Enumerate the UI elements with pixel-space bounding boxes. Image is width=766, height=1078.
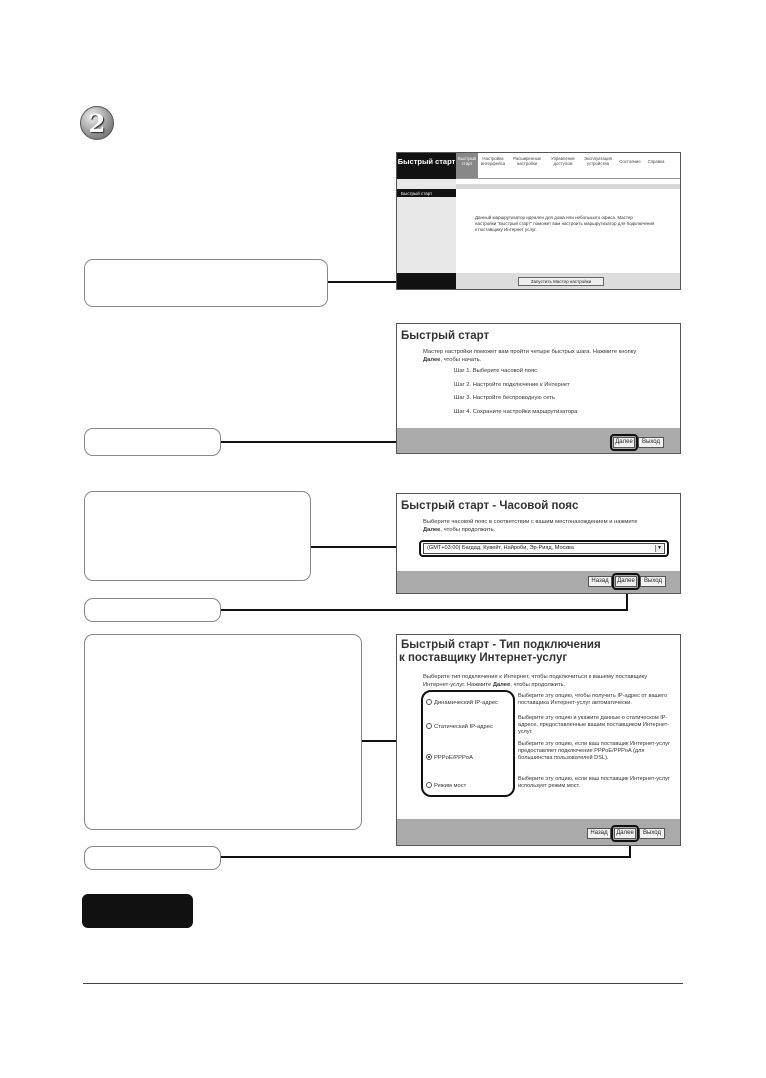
chevron-down-icon[interactable]: ▼	[655, 545, 663, 552]
router-home-screenshot	[396, 152, 681, 290]
tab-status[interactable]: Состояние	[619, 159, 641, 164]
connector-line	[221, 609, 628, 611]
next-button-highlight	[612, 573, 640, 590]
connection-type-screenshot	[396, 634, 681, 846]
note-badge	[82, 894, 193, 928]
radio-pppoe[interactable]: PPPoE/PPPoA	[426, 754, 473, 761]
instruction-text: Выберите часовой пояс в соответствии с вашим местонахождением и нажмите Далее, чтобы продолжить.	[423, 519, 638, 533]
header-bar	[456, 184, 680, 189]
exit-button[interactable]: Выход	[638, 437, 664, 448]
sidebar-footer	[397, 273, 456, 289]
option-description: Выберите эту опцию, если ваш поставщик Интернет-услуг предоставляет подключение PPPoE/PPPoA (для большинства пользователей DSL).	[518, 741, 670, 761]
page-title-line1: Быстрый старт - Тип подключения	[401, 639, 601, 651]
connector-line	[221, 856, 631, 858]
tab-access-management[interactable]: Управление доступом	[551, 156, 575, 166]
step-item: Шаг 4. Сохраните настройки маршрутизатора	[454, 409, 578, 415]
timezone-screenshot	[396, 493, 681, 594]
step-item: Шаг 2. Настройте подключение к Интернет	[454, 382, 570, 388]
option-description: Выберите эту опцию, чтобы получить IP-адрес от вашего поставщика Интернет-услуг автоматически.	[518, 693, 668, 706]
callout-box-next-1	[84, 428, 221, 456]
radio-static-ip[interactable]: Статический IP-адрес	[426, 723, 493, 730]
radio-dynamic-ip[interactable]: Динамический IP-адрес	[426, 699, 498, 706]
timezone-value: (GMT+03:00) Багдад, Кувейт, Найроби, Эр-Рияд, Москва	[427, 545, 574, 551]
tab-interface-setup[interactable]: Настройка интерфейса	[480, 156, 506, 166]
tab-maintenance[interactable]: Эксплуатация устройства	[584, 156, 612, 166]
step-item: Шаг 3. Настройте беспроводную сеть	[454, 395, 555, 401]
step-number-badge	[80, 106, 114, 140]
page-title: Быстрый старт - Часовой пояс	[401, 500, 579, 512]
next-button-highlight	[610, 434, 638, 451]
page-title-line2: к поставщику Интернет-услуг	[399, 652, 568, 664]
exit-button[interactable]: Выход	[640, 576, 666, 587]
callout-box-timezone	[84, 491, 311, 581]
option-description: Выберите эту опцию и укажите данные о статическом IP-адресе, предоставленные вашим поставщиком Интернет-услуг.	[518, 715, 670, 735]
app-logo: Быстрый старт	[397, 153, 456, 179]
tab-quick-start[interactable]: Быстрый старт	[456, 153, 478, 178]
launch-wizard-button[interactable]: Запустить Мастер настройки	[518, 277, 604, 286]
step-number: 2	[88, 108, 106, 138]
instruction-text: Выберите тип подключения к Интернет, чтобы подключиться к вашему поставщику Интернет-услуг. Нажмите Далее, чтобы продолжить.	[423, 674, 648, 688]
option-description: Выберите эту опцию, если ваш поставщик Интернет-услуг использует режим мост.	[518, 776, 670, 789]
wizard-description: Данный маршрутизатор идеален для дома или небольшого офиса. Мастер настройки "Быстрый старт" поможет вам настроить маршрутизатор для подключения к поставщику Интернет услуг.	[475, 215, 655, 232]
callout-box-connection-type	[84, 634, 362, 830]
page-footer-rule	[83, 983, 683, 984]
next-button-highlight	[611, 825, 639, 842]
quick-start-screenshot	[396, 323, 681, 454]
callout-box-next-3	[84, 846, 221, 870]
next-button[interactable]: Далее	[615, 576, 637, 587]
sidebar	[397, 179, 456, 289]
exit-button[interactable]: Выход	[639, 828, 665, 839]
tab-help[interactable]: Справка	[647, 159, 665, 164]
next-button[interactable]: Далее	[614, 828, 636, 839]
back-button[interactable]: Назад	[587, 828, 611, 839]
next-button[interactable]: Далее	[613, 437, 635, 448]
callout-box-next-2	[84, 598, 221, 622]
tab-advanced-setup[interactable]: Расширенные настройки	[512, 156, 542, 166]
intro-text: Мастер настройки поможет вам пройти четыре быстрых шага. Нажмите кнопку Далее, чтобы начать.	[423, 349, 637, 363]
top-nav-tabs	[456, 153, 680, 179]
back-button[interactable]: Назад	[588, 576, 612, 587]
callout-box-launch	[84, 259, 328, 307]
page-title: Быстрый старт	[401, 330, 490, 342]
step-item: Шаг 1. Выберите часовой пояс	[454, 368, 538, 374]
options-highlight	[421, 690, 515, 797]
radio-bridge-mode[interactable]: Режим мост	[426, 782, 466, 789]
sidebar-item-quick-start[interactable]: Быстрый старт	[397, 189, 456, 197]
timezone-highlight	[419, 540, 669, 557]
